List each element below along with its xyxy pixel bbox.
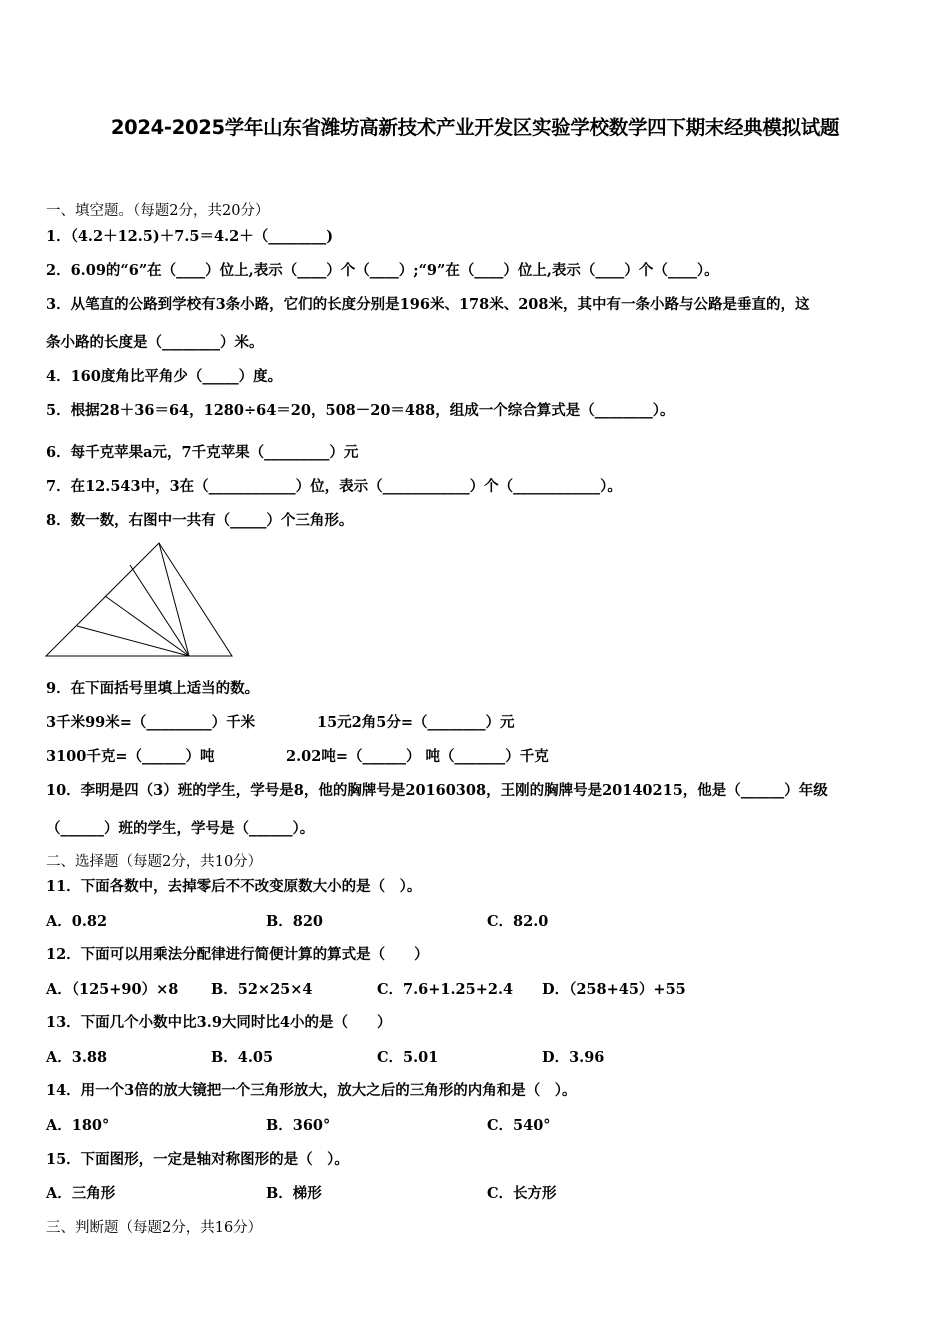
- question-5: 5．根据28＋36＝64，1280÷64＝20，508－20＝488，组成一个综合算式是（________）。: [46, 402, 675, 419]
- question-8: 8．数一数，右图中一共有（_____）个三角形。: [46, 512, 354, 529]
- question-6: 6．每千克苹果a元，7千克苹果（_________）元: [46, 444, 359, 461]
- question-11-option: A．0.82: [46, 913, 108, 930]
- question-2: 2．6.09的“6”在（____）位上,表示（____）个（____）;“9”在（____）位上,表示（____）个（____）。: [46, 262, 719, 279]
- section-choice-heading: 二、选择题（每题2分，共10分）: [46, 854, 263, 870]
- question-11-option: B．820: [266, 913, 324, 930]
- question-14-option: B．360°: [266, 1117, 331, 1134]
- question-13-option: A．3.88: [46, 1049, 108, 1066]
- question-4: 4．160度角比平角少（_____）度。: [46, 368, 283, 385]
- triangle-inner-line: [105, 596, 189, 656]
- question-12-option: B．52×25×4: [211, 981, 313, 998]
- question-9-item-a: 3千米99米=（_________）千米: [46, 714, 256, 731]
- triangle-figure: [44, 541, 236, 661]
- question-10-line-1: 10．李明是四（3）班的学生，学号是8，他的胸牌号是20160308，王刚的胸牌号是20140215，他是（______）年级: [46, 782, 828, 799]
- triangle-inner-line: [159, 543, 189, 656]
- question-12: 12．下面可以用乘法分配律进行简便计算的算式是（ ）: [46, 946, 429, 963]
- question-15-option: C．长方形: [487, 1185, 557, 1202]
- question-14: 14．用一个3倍的放大镜把一个三角形放大，放大之后的三角形的内角和是（ ）。: [46, 1082, 577, 1099]
- question-12-option: C．7.6+1.25+2.4: [377, 981, 514, 998]
- section-fill-blank-heading: 一、填空题。（每题2分，共20分）: [46, 203, 270, 219]
- question-11-option: C．82.0: [487, 913, 549, 930]
- question-15-option: A．三角形: [46, 1185, 116, 1202]
- question-12-option: D．（258+45）+55: [542, 981, 686, 998]
- question-15: 15．下面图形，一定是轴对称图形的是（ ）。: [46, 1151, 349, 1168]
- question-9-item-d: 2.02吨=（______） 吨（_______）千克: [286, 748, 549, 765]
- question-12-option: A．（125+90）×8: [46, 981, 179, 998]
- page-title: 2024-2025学年山东省潍坊高新技术产业开发区实验学校数学四下期末经典模拟试题: [110, 116, 840, 139]
- section-judgement-heading: 三、判断题（每题2分，共16分）: [46, 1220, 263, 1236]
- question-3-line-1: 3．从笔直的公路到学校有3条小路，它们的长度分别是196米、178米、208米，其中有一条小路与公路是垂直的，这: [46, 296, 810, 313]
- question-13-option: D．3.96: [542, 1049, 605, 1066]
- question-13-option: C．5.01: [377, 1049, 439, 1066]
- question-9: 9．在下面括号里填上适当的数。: [46, 680, 260, 697]
- question-13-option: B．4.05: [211, 1049, 274, 1066]
- question-15-option: B．梯形: [266, 1185, 322, 1202]
- question-13: 13．下面几个小数中比3.9大同时比4小的是（ ）: [46, 1014, 392, 1031]
- question-10-line-2: （______）班的学生，学号是（______）。: [46, 820, 315, 837]
- triangle-outline: [46, 543, 232, 656]
- question-11: 11．下面各数中，去掉零后不不改变原数大小的是（ ）。: [46, 878, 422, 895]
- question-1: 1．（4.2＋12.5)＋7.5＝4.2＋（________): [46, 228, 334, 245]
- question-3-line-2: 条小路的长度是（________）米。: [46, 334, 264, 351]
- question-7: 7．在12.543中，3在（____________）位，表示（____________）个（____________）。: [46, 478, 622, 495]
- question-14-option: A．180°: [46, 1117, 110, 1134]
- question-14-option: C．540°: [487, 1117, 551, 1134]
- question-9-item-c: 3100千克=（______）吨: [46, 748, 215, 765]
- question-9-item-b: 15元2角5分=（________）元: [317, 714, 515, 731]
